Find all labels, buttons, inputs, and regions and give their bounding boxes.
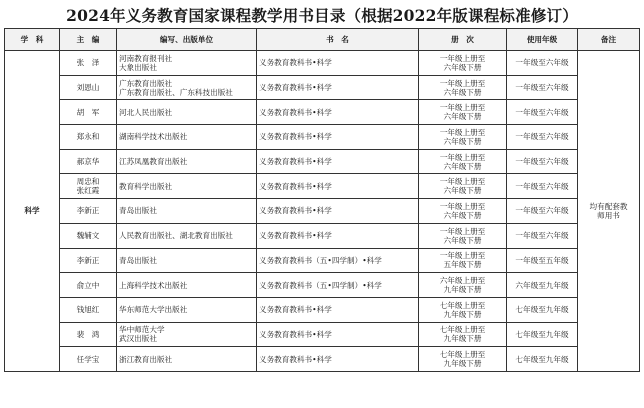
editor-cell [60, 223, 117, 248]
volume-cell [419, 75, 507, 100]
grade-cell: 一年级至六年级 [507, 174, 578, 199]
cell-line: 浙江教育出版社 [119, 354, 173, 364]
grade-cell: 一年级至六年级 [507, 125, 578, 150]
cell-line: 一年级上册至 [439, 53, 486, 63]
catalog-table [4, 28, 640, 372]
book-cell: 义务教育教科书•科学 [257, 199, 419, 224]
cell-line: 俞立中 [76, 280, 100, 290]
cell-line: 刘恩山 [76, 83, 100, 93]
subject-cell: 科学 [5, 51, 60, 372]
publisher-cell [117, 347, 257, 372]
header-book: 书 名 [257, 29, 419, 51]
cell-line: 裴 鸿 [76, 329, 100, 339]
cell-line: 广东教育出版社 [119, 78, 173, 88]
grade-cell: 六年级至九年级 [507, 273, 578, 298]
table-row [5, 223, 640, 248]
book-cell: 义务教育教科书（五•四学制）•科学 [257, 248, 419, 273]
book-cell: 义务教育教科书•科学 [257, 322, 419, 347]
volume-cell [419, 223, 507, 248]
cell-line: 一年级上册至 [439, 78, 486, 88]
cell-line: 教育科学出版社 [119, 181, 173, 191]
editor-cell [60, 149, 117, 174]
cell-line: 一年级上册至 [439, 201, 486, 211]
note-cell [578, 51, 640, 372]
header-grade: 使用年级 [507, 29, 578, 51]
book-cell: 义务教育教科书•科学 [257, 297, 419, 322]
cell-line: 华东师范大学出版社 [119, 305, 188, 315]
header-row [5, 29, 640, 51]
book-cell: 义务教育教科书•科学 [257, 149, 419, 174]
publisher-cell [117, 223, 257, 248]
publisher-cell [117, 199, 257, 224]
grade-cell: 一年级至五年级 [507, 248, 578, 273]
cell-line: 李新正 [76, 255, 100, 265]
volume-cell [419, 174, 507, 199]
table-row [5, 174, 640, 199]
editor-cell [60, 100, 117, 125]
publisher-cell [117, 51, 257, 76]
cell-line: 一年级上册至 [439, 177, 486, 187]
book-cell: 义务教育教科书•科学 [257, 51, 419, 76]
book-cell: 义务教育教科书•科学 [257, 223, 419, 248]
editor-cell [60, 125, 117, 150]
volume-cell [419, 248, 507, 273]
grade-cell: 七年级至九年级 [507, 297, 578, 322]
header-subject: 学 科 [5, 29, 60, 51]
cell-line: 六年级下册 [443, 112, 482, 122]
editor-cell [60, 174, 117, 199]
cell-line: 一年级上册至 [439, 152, 486, 162]
grade-cell: 一年级至六年级 [507, 223, 578, 248]
editor-cell [60, 347, 117, 372]
header-publisher: 编写、出版单位 [117, 29, 257, 51]
cell-line: 六年级下册 [443, 210, 482, 220]
editor-cell [60, 75, 117, 100]
cell-line: 郑永和 [76, 132, 100, 142]
cell-line: 一年级上册至 [439, 127, 486, 137]
cell-line: 一年级上册至 [439, 251, 486, 261]
grade-cell: 七年级至九年级 [507, 347, 578, 372]
book-cell: 义务教育教科书•科学 [257, 100, 419, 125]
volume-cell [419, 51, 507, 76]
cell-line: 六年级下册 [443, 161, 482, 171]
volume-cell [419, 273, 507, 298]
publisher-cell [117, 75, 257, 100]
cell-line: 九年级下册 [443, 285, 482, 295]
volume-cell [419, 322, 507, 347]
editor-cell [60, 51, 117, 76]
cell-line: 人民教育出版社、湖北教育出版社 [119, 231, 233, 241]
cell-line: 一年级上册至 [439, 226, 486, 236]
cell-line: 六年级下册 [443, 186, 482, 196]
header-volume: 册 次 [419, 29, 507, 51]
cell-line: 河南教育报刊社 [119, 53, 173, 63]
cell-line: 张 泽 [76, 58, 100, 68]
table-body [5, 51, 640, 372]
cell-line: 周忠和 [76, 177, 100, 187]
cell-line: 江苏凤凰教育出版社 [119, 157, 188, 167]
cell-line: 九年级下册 [443, 359, 482, 369]
book-cell: 义务教育教科书•科学 [257, 174, 419, 199]
book-cell: 义务教育教科书（五•四学制）•科学 [257, 273, 419, 298]
cell-line: 广东教育出版社、广东科技出版社 [119, 87, 233, 97]
table-row [5, 75, 640, 100]
cell-line: 上海科学技术出版社 [119, 280, 188, 290]
cell-line: 均有配套教师用书 [589, 201, 628, 220]
editor-cell [60, 297, 117, 322]
grade-cell: 七年级至九年级 [507, 322, 578, 347]
cell-line: 六年级上册至 [439, 276, 486, 286]
table-row [5, 322, 640, 347]
cell-line: 大象出版社 [119, 62, 157, 72]
cell-line: 胡 军 [76, 107, 100, 117]
cell-line: 河北人民出版社 [119, 107, 173, 117]
cell-line: 郝京华 [76, 157, 100, 167]
page-title: 2024年义务教育国家课程教学用书目录（根据2022年版课程标准修订） [66, 6, 578, 25]
cell-line: 湖南科学技术出版社 [119, 132, 188, 142]
header-note: 备注 [578, 29, 640, 51]
cell-line: 一年级上册至 [439, 103, 486, 113]
volume-cell [419, 125, 507, 150]
cell-line: 青岛出版社 [119, 255, 157, 265]
cell-line: 钱旭红 [76, 305, 100, 315]
volume-cell [419, 100, 507, 125]
cell-line: 华中师范大学 [119, 325, 165, 335]
publisher-cell [117, 322, 257, 347]
cell-line: 七年级上册至 [439, 325, 486, 335]
publisher-cell [117, 174, 257, 199]
cell-line: 武汉出版社 [119, 334, 157, 344]
grade-cell: 一年级至六年级 [507, 51, 578, 76]
cell-line: 李新正 [76, 206, 100, 216]
cell-line: 九年级下册 [443, 309, 482, 319]
table-row [5, 297, 640, 322]
table-row [5, 100, 640, 125]
publisher-cell [117, 273, 257, 298]
cell-line: 魏辅文 [76, 231, 100, 241]
cell-line: 任学宝 [76, 354, 100, 364]
table-row [5, 51, 640, 76]
publisher-cell [117, 125, 257, 150]
editor-cell [60, 273, 117, 298]
volume-cell [419, 297, 507, 322]
cell-line: 六年级下册 [443, 87, 482, 97]
book-cell: 义务教育教科书•科学 [257, 125, 419, 150]
cell-line: 七年级上册至 [439, 300, 486, 310]
editor-cell [60, 248, 117, 273]
table-row [5, 199, 640, 224]
header-editor: 主 编 [60, 29, 117, 51]
cell-line: 张红霞 [76, 186, 100, 196]
grade-cell: 一年级至六年级 [507, 75, 578, 100]
table-row [5, 125, 640, 150]
grade-cell: 一年级至六年级 [507, 100, 578, 125]
cell-line: 九年级下册 [443, 334, 482, 344]
cell-line: 六年级下册 [443, 136, 482, 146]
volume-cell [419, 149, 507, 174]
book-cell: 义务教育教科书•科学 [257, 347, 419, 372]
publisher-cell [117, 100, 257, 125]
cell-line: 六年级下册 [443, 235, 482, 245]
cell-line: 七年级上册至 [439, 350, 486, 360]
book-cell: 义务教育教科书•科学 [257, 75, 419, 100]
cell-line: 五年级下册 [443, 260, 482, 270]
editor-cell [60, 322, 117, 347]
publisher-cell [117, 297, 257, 322]
table-row [5, 273, 640, 298]
publisher-cell [117, 248, 257, 273]
grade-cell: 一年级至六年级 [507, 149, 578, 174]
volume-cell [419, 199, 507, 224]
cell-line: 六年级下册 [443, 62, 482, 72]
table-row [5, 149, 640, 174]
editor-cell [60, 199, 117, 224]
volume-cell [419, 347, 507, 372]
table-row [5, 248, 640, 273]
publisher-cell [117, 149, 257, 174]
grade-cell: 一年级至六年级 [507, 199, 578, 224]
cell-line: 青岛出版社 [119, 206, 157, 216]
table-row [5, 347, 640, 372]
